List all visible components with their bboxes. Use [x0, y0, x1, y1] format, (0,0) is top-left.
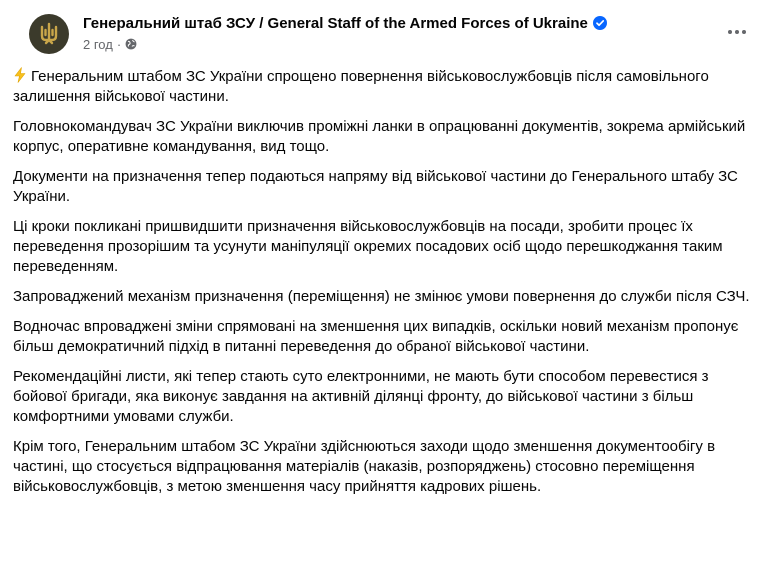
author-name[interactable]: Генеральний штаб ЗСУ / General Staff of the Armed Forces of Ukraine	[83, 14, 588, 32]
post-paragraph-2: Головнокомандувач ЗС України виключив проміжні ланки в опрацюванні документів, зокрема армійський корпус, оперативне командування, вид тощо.	[13, 118, 746, 155]
page-avatar[interactable]	[29, 14, 69, 54]
lightning-icon	[13, 67, 27, 83]
meta-separator: ·	[116, 36, 122, 52]
post-meta	[83, 36, 607, 52]
more-options-icon[interactable]	[725, 20, 749, 44]
globe-icon[interactable]	[125, 38, 137, 50]
post-paragraph-5: Запроваджений механізм призначення (переміщення) не змінює умови повернення до служби після СЗЧ.	[13, 288, 750, 305]
post-paragraph-4: Ці кроки покликані пришвидшити призначення військовослужбовців на посади, зробити процес їх переведення прозорішим та усунути маніпуляції окремих посадових осіб щодо перешкоджання таким переведенням.	[13, 218, 723, 275]
author-block	[83, 13, 607, 52]
author-line	[83, 13, 607, 33]
post-paragraph-3: Документи на призначення тепер подаються напряму від військової частини до Генерального штабу ЗС України.	[13, 168, 738, 205]
post-header	[16, 0, 763, 64]
post-body	[13, 67, 763, 507]
post-timestamp[interactable]: 2 год	[83, 36, 113, 52]
post-paragraph-7: Рекомендаційні листи, які тепер стають суто електронними, не мають бути способом перевестися з бойової бригади, яка виконує завдання на активній ділянці фронту, до військової частини з більш комфортними умовами служби.	[13, 368, 709, 425]
post-paragraph-6: Водночас впроваджені зміни спрямовані на зменшення цих випадків, оскільки новий механізм пропонує більш демократичний підхід в питанні переведення до обраної військової частини.	[13, 318, 739, 355]
trident-emblem-icon	[36, 21, 62, 47]
post-paragraph-1	[13, 67, 763, 107]
post-paragraph-8: Крім того, Генеральним штабом ЗС України здійснюються заходи щодо зменшення документообігу в частині, що стосується відпрацювання матеріалів (наказів, розпоряджень) стосовно переміщення військовослужбовців, з метою зменшення часу прийняття кадрових рішень.	[13, 438, 716, 495]
post-paragraph-text: Генеральним штабом ЗС України спрощено повернення військовослужбовців після самовільного залишення військової частини.	[13, 68, 709, 105]
verified-badge-icon	[593, 16, 607, 30]
